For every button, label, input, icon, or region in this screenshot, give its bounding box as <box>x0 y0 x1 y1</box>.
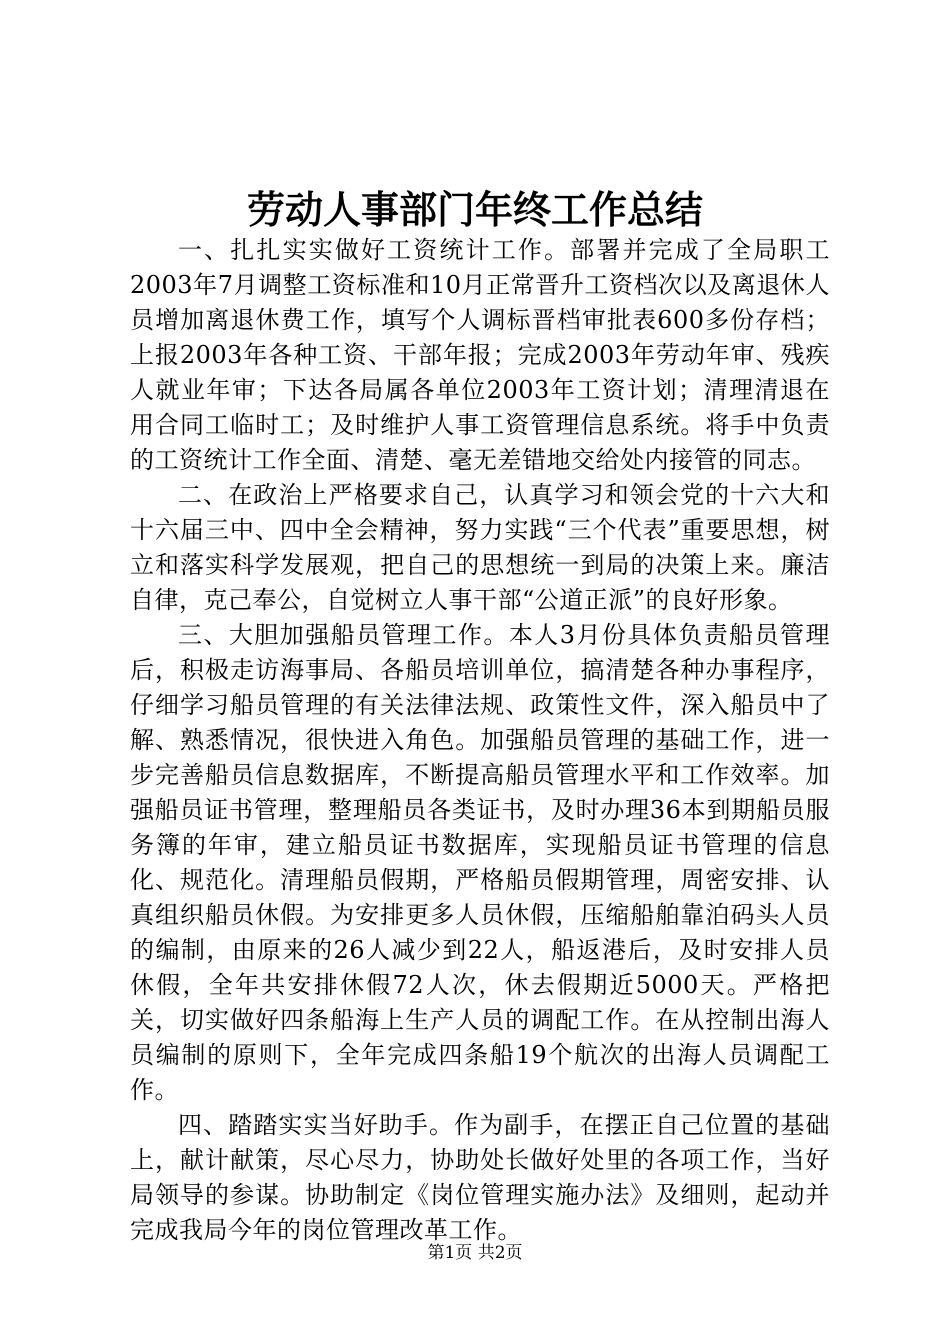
document-title: 劳动人事部门年终工作总结 <box>246 187 703 232</box>
paragraph-1: 一、扎扎实实做好工资统计工作。部署并完成了全局职工2003年7月调整工资标准和10月正常晋升工资档次以及离退休人员增加离退休费工作，填写个人调标晋档审批表600多份存档；上报2003年各种工资、干部年报；完成2003年劳动年审、残疾人就业年审；下达各局属各单位2003年工资计划；清理清退在用合同工临时工；及时维护人事工资管理信息系统。将手中负责的工资统计工作全面、清楚、毫无差错地交给处内接管的同志。 <box>130 236 830 474</box>
paragraph-2: 二、在政治上严格要求自己，认真学习和领会党的十六大和十六届三中、四中全会精神，努力实践“三个代表”重要思想，树立和落实科学发展观，把自己的思想统一到局的决策上来。廉洁自律，克己奉公，自觉树立人事干部“公道正派”的良好形象。 <box>130 481 830 614</box>
paragraph-4: 四、踏踏实实当好助手。作为副手，在摆正自己位置的基础上，献计献策，尽心尽力，协助处长做好处里的各项工作，当好局领导的参谋。协助制定《岗位管理实施办法》及细则，起动并完成我局今年的岗位管理改革工作。 <box>130 1111 830 1244</box>
page-number-footer: 第1页 共2页 <box>427 1243 523 1263</box>
paragraph-3: 三、大胆加强船员管理工作。本人3月份具体负责船员管理后，积极走访海事局、各船员培训单位，搞清楚各种办事程序，仔细学习船员管理的有关法律法规、政策性文件，深入船员中了解、熟悉情况，很快进入角色。加强船员管理的基础工作，进一步完善船员信息数据库，不断提高船员管理水平和工作效率。加强船员证书管理，整理船员各类证书，及时办理36本到期船员服务簿的年审，建立船员证书数据库，实现船员证书管理的信息化、规范化。清理船员假期，严格船员假期管理，周密安排、认真组织船员休假。为安排更多人员休假，压缩船舶靠泊码头人员的编制，由原来的26人减少到22人，船返港后，及时安排人员休假，全年共安排休假72人次，休去假期近5000天。严格把关，切实做好四条船海上生产人员的调配工作。在从控制出海人员编制的原则下，全年完成四条船19个航次的出海人员调配工作。 <box>130 621 830 1104</box>
document-body <box>130 233 830 1248</box>
